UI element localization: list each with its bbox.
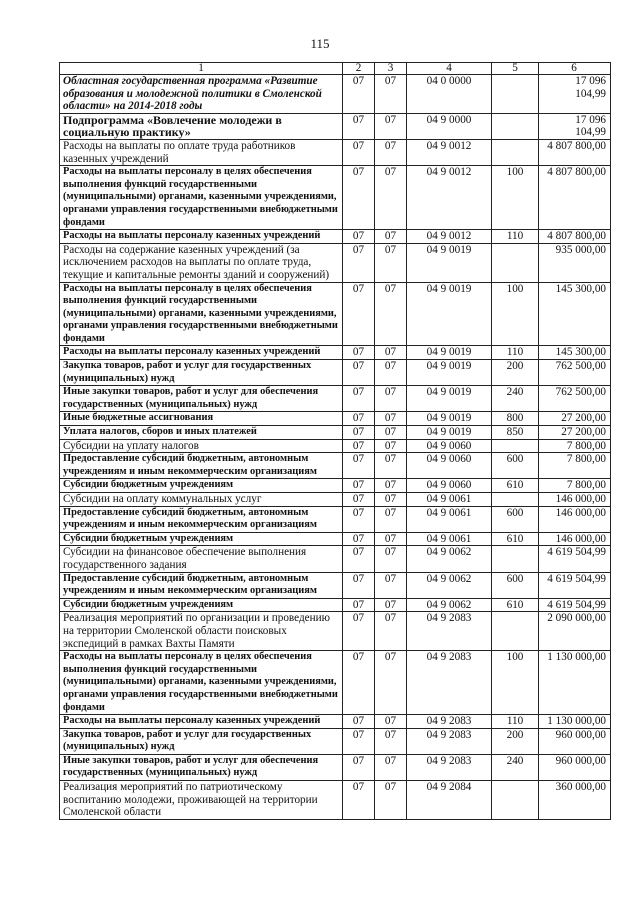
row-name-cell: Предоставление субсидий бюджетным, автономным учреждениям и иным некоммерческим организациям	[60, 506, 343, 532]
row-expense-type-cell	[492, 546, 539, 572]
budget-table	[59, 62, 611, 820]
table-row	[60, 728, 611, 754]
row-subsection-cell: 07	[375, 453, 407, 479]
row-target-code-cell: 04 9 0061	[407, 493, 492, 507]
row-amount-cell: 4 619 504,99	[539, 598, 611, 612]
row-section-cell: 07	[343, 360, 375, 386]
row-section-cell: 07	[343, 243, 375, 282]
row-expense-type-cell: 600	[492, 572, 539, 598]
table-row	[60, 230, 611, 244]
row-name-cell: Субсидии бюджетным учреждениям	[60, 598, 343, 612]
row-target-code-cell: 04 9 0019	[407, 412, 492, 426]
row-subsection-cell: 07	[375, 715, 407, 729]
row-name-cell: Предоставление субсидий бюджетным, автономным учреждениям и иным некоммерческим организациям	[60, 572, 343, 598]
row-section-cell: 07	[343, 412, 375, 426]
row-amount-cell: 4 619 504,99	[539, 546, 611, 572]
row-expense-type-cell	[492, 139, 539, 165]
table-row	[60, 243, 611, 282]
header-col-6: 6	[539, 63, 611, 75]
row-section-cell: 07	[343, 715, 375, 729]
row-name-cell: Иные бюджетные ассигнования	[60, 412, 343, 426]
row-name-cell: Реализация мероприятий по организации и проведению на территории Смоленской области поисковых экспедиций в рамках Вахты Памяти	[60, 612, 343, 651]
row-section-cell: 07	[343, 453, 375, 479]
row-amount-cell: 146 000,00	[539, 532, 611, 546]
row-name-cell: Подпрограмма «Вовлечение молодежи в социальную практику»	[60, 113, 343, 139]
row-expense-type-cell: 610	[492, 598, 539, 612]
row-name-cell: Субсидии бюджетным учреждениям	[60, 479, 343, 493]
row-expense-type-cell	[492, 612, 539, 651]
row-expense-type-cell	[492, 781, 539, 820]
row-expense-type-cell: 110	[492, 230, 539, 244]
row-subsection-cell: 07	[375, 166, 407, 230]
row-expense-type-cell: 110	[492, 715, 539, 729]
table-row	[60, 75, 611, 114]
table-row	[60, 282, 611, 346]
row-section-cell: 07	[343, 728, 375, 754]
row-name-cell: Закупка товаров, работ и услуг для государственных (муниципальных) нужд	[60, 360, 343, 386]
row-section-cell: 07	[343, 532, 375, 546]
row-section-cell: 07	[343, 546, 375, 572]
row-expense-type-cell: 200	[492, 728, 539, 754]
row-amount-cell: 2 090 000,00	[539, 612, 611, 651]
row-subsection-cell: 07	[375, 479, 407, 493]
row-section-cell: 07	[343, 572, 375, 598]
row-subsection-cell: 07	[375, 386, 407, 412]
row-name-cell: Уплата налогов, сборов и иных платежей	[60, 426, 343, 440]
row-amount-cell: 4 807 800,00	[539, 166, 611, 230]
row-amount-cell: 960 000,00	[539, 754, 611, 780]
row-target-code-cell: 04 9 0062	[407, 546, 492, 572]
row-section-cell: 07	[343, 230, 375, 244]
row-expense-type-cell: 240	[492, 754, 539, 780]
table-row	[60, 715, 611, 729]
row-amount-cell: 146 000,00	[539, 506, 611, 532]
row-target-code-cell: 04 9 0019	[407, 282, 492, 346]
table-row	[60, 754, 611, 780]
table-row	[60, 572, 611, 598]
table-row	[60, 439, 611, 453]
page-number: 115	[310, 36, 330, 51]
row-amount-cell: 4 807 800,00	[539, 230, 611, 244]
row-section-cell: 07	[343, 651, 375, 715]
row-subsection-cell: 07	[375, 230, 407, 244]
row-target-code-cell: 04 9 2083	[407, 612, 492, 651]
row-target-code-cell: 04 9 2083	[407, 728, 492, 754]
row-name-cell: Иные закупки товаров, работ и услуг для обеспечения государственных (муниципальных) нужд	[60, 386, 343, 412]
row-name-cell: Предоставление субсидий бюджетным, автономным учреждениям и иным некоммерческим организациям	[60, 453, 343, 479]
table-row	[60, 166, 611, 230]
row-name-cell: Расходы на выплаты персоналу казенных учреждений	[60, 715, 343, 729]
table-row	[60, 612, 611, 651]
row-name-cell: Субсидии на финансовое обеспечение выполнения государственного задания	[60, 546, 343, 572]
row-amount-cell: 146 000,00	[539, 493, 611, 507]
header-col-4: 4	[407, 63, 492, 75]
table-row	[60, 546, 611, 572]
row-section-cell: 07	[343, 426, 375, 440]
row-subsection-cell: 07	[375, 360, 407, 386]
table-row	[60, 426, 611, 440]
row-amount-cell: 7 800,00	[539, 453, 611, 479]
row-target-code-cell: 04 9 0019	[407, 243, 492, 282]
row-section-cell: 07	[343, 781, 375, 820]
row-subsection-cell: 07	[375, 546, 407, 572]
row-subsection-cell: 07	[375, 113, 407, 139]
table-row	[60, 651, 611, 715]
row-target-code-cell: 04 9 0019	[407, 386, 492, 412]
row-name-cell: Субсидии на оплату коммунальных услуг	[60, 493, 343, 507]
row-name-cell: Иные закупки товаров, работ и услуг для обеспечения государственных (муниципальных) нужд	[60, 754, 343, 780]
table-row	[60, 598, 611, 612]
table-row	[60, 346, 611, 360]
row-amount-cell: 4 807 800,00	[539, 139, 611, 165]
row-expense-type-cell: 100	[492, 282, 539, 346]
row-amount-cell: 17 096 104,99	[539, 75, 611, 114]
row-subsection-cell: 07	[375, 651, 407, 715]
header-col-3: 3	[375, 63, 407, 75]
row-amount-cell: 27 200,00	[539, 412, 611, 426]
row-target-code-cell: 04 9 0060	[407, 453, 492, 479]
row-expense-type-cell: 610	[492, 532, 539, 546]
row-subsection-cell: 07	[375, 426, 407, 440]
row-expense-type-cell: 240	[492, 386, 539, 412]
row-target-code-cell: 04 9 0062	[407, 598, 492, 612]
budget-table-body	[60, 63, 611, 820]
row-name-cell: Субсидии на уплату налогов	[60, 439, 343, 453]
row-amount-cell: 17 096 104,99	[539, 113, 611, 139]
row-target-code-cell: 04 9 0019	[407, 346, 492, 360]
row-amount-cell: 145 300,00	[539, 282, 611, 346]
row-section-cell: 07	[343, 598, 375, 612]
row-subsection-cell: 07	[375, 781, 407, 820]
row-target-code-cell: 04 9 2083	[407, 651, 492, 715]
row-amount-cell: 1 130 000,00	[539, 715, 611, 729]
row-section-cell: 07	[343, 439, 375, 453]
row-subsection-cell: 07	[375, 346, 407, 360]
row-target-code-cell: 04 9 2083	[407, 715, 492, 729]
row-amount-cell: 762 500,00	[539, 360, 611, 386]
row-target-code-cell: 04 9 0060	[407, 479, 492, 493]
row-target-code-cell: 04 9 0012	[407, 166, 492, 230]
row-section-cell: 07	[343, 493, 375, 507]
row-expense-type-cell: 100	[492, 651, 539, 715]
row-subsection-cell: 07	[375, 532, 407, 546]
row-amount-cell: 7 800,00	[539, 479, 611, 493]
row-name-cell: Расходы на выплаты персоналу в целях обеспечения выполнения функций государственными (муниципальными) органами, казенными учреждениями, органами управления государственными внебюджетными фондами	[60, 282, 343, 346]
table-row	[60, 360, 611, 386]
row-section-cell: 07	[343, 75, 375, 114]
header-col-1: 1	[60, 63, 343, 75]
row-target-code-cell: 04 9 0012	[407, 230, 492, 244]
row-expense-type-cell	[492, 75, 539, 114]
row-section-cell: 07	[343, 479, 375, 493]
row-target-code-cell: 04 9 0012	[407, 139, 492, 165]
row-name-cell: Расходы на выплаты персоналу казенных учреждений	[60, 230, 343, 244]
row-subsection-cell: 07	[375, 754, 407, 780]
table-row	[60, 412, 611, 426]
table-row	[60, 113, 611, 139]
row-expense-type-cell	[492, 493, 539, 507]
row-expense-type-cell: 610	[492, 479, 539, 493]
row-name-cell: Расходы на выплаты персоналу в целях обеспечения выполнения функций государственными (муниципальными) органами, казенными учреждениями, органами управления государственными внебюджетными фондами	[60, 166, 343, 230]
row-subsection-cell: 07	[375, 243, 407, 282]
header-col-2: 2	[343, 63, 375, 75]
row-subsection-cell: 07	[375, 506, 407, 532]
header-row	[60, 63, 611, 75]
row-subsection-cell: 07	[375, 728, 407, 754]
row-target-code-cell: 04 9 0000	[407, 113, 492, 139]
row-subsection-cell: 07	[375, 139, 407, 165]
row-name-cell: Расходы на выплаты по оплате труда работников казенных учреждений	[60, 139, 343, 165]
row-section-cell: 07	[343, 139, 375, 165]
row-expense-type-cell: 100	[492, 166, 539, 230]
row-subsection-cell: 07	[375, 412, 407, 426]
table-row	[60, 479, 611, 493]
row-expense-type-cell	[492, 113, 539, 139]
row-expense-type-cell: 850	[492, 426, 539, 440]
row-expense-type-cell: 600	[492, 506, 539, 532]
row-name-cell: Субсидии бюджетным учреждениям	[60, 532, 343, 546]
header-col-5: 5	[492, 63, 539, 75]
row-target-code-cell: 04 9 0019	[407, 360, 492, 386]
row-section-cell: 07	[343, 166, 375, 230]
row-name-cell: Расходы на выплаты персоналу в целях обеспечения выполнения функций государственными (муниципальными) органами, казенными учреждениями, органами управления государственными внебюджетными фондами	[60, 651, 343, 715]
row-expense-type-cell: 600	[492, 453, 539, 479]
row-expense-type-cell	[492, 243, 539, 282]
row-expense-type-cell: 800	[492, 412, 539, 426]
row-target-code-cell: 04 9 0061	[407, 532, 492, 546]
row-target-code-cell: 04 9 0062	[407, 572, 492, 598]
row-amount-cell: 935 000,00	[539, 243, 611, 282]
row-amount-cell: 762 500,00	[539, 386, 611, 412]
row-section-cell: 07	[343, 386, 375, 412]
row-subsection-cell: 07	[375, 75, 407, 114]
row-amount-cell: 145 300,00	[539, 346, 611, 360]
row-target-code-cell: 04 9 2084	[407, 781, 492, 820]
row-amount-cell: 27 200,00	[539, 426, 611, 440]
row-name-cell: Расходы на содержание казенных учреждений (за исключением расходов на выплаты по оплате труда, текущие и капитальные ремонты зданий и сооружений)	[60, 243, 343, 282]
row-subsection-cell: 07	[375, 282, 407, 346]
row-section-cell: 07	[343, 113, 375, 139]
row-target-code-cell: 04 9 0019	[407, 426, 492, 440]
row-target-code-cell: 04 9 0061	[407, 506, 492, 532]
table-row	[60, 781, 611, 820]
row-expense-type-cell	[492, 439, 539, 453]
table-row	[60, 139, 611, 165]
row-expense-type-cell: 110	[492, 346, 539, 360]
row-subsection-cell: 07	[375, 493, 407, 507]
row-subsection-cell: 07	[375, 439, 407, 453]
row-name-cell: Расходы на выплаты персоналу казенных учреждений	[60, 346, 343, 360]
row-name-cell: Закупка товаров, работ и услуг для государственных (муниципальных) нужд	[60, 728, 343, 754]
table-row	[60, 453, 611, 479]
row-expense-type-cell: 200	[492, 360, 539, 386]
table-row	[60, 493, 611, 507]
row-subsection-cell: 07	[375, 572, 407, 598]
row-subsection-cell: 07	[375, 598, 407, 612]
row-target-code-cell: 04 0 0000	[407, 75, 492, 114]
row-section-cell: 07	[343, 346, 375, 360]
table-row	[60, 506, 611, 532]
row-section-cell: 07	[343, 506, 375, 532]
row-amount-cell: 7 800,00	[539, 439, 611, 453]
row-amount-cell: 1 130 000,00	[539, 651, 611, 715]
table-row	[60, 532, 611, 546]
row-target-code-cell: 04 9 0060	[407, 439, 492, 453]
row-section-cell: 07	[343, 282, 375, 346]
row-name-cell: Реализация мероприятий по патриотическому воспитанию молодежи, проживающей на территории Смоленской области	[60, 781, 343, 820]
row-amount-cell: 4 619 504,99	[539, 572, 611, 598]
row-amount-cell: 360 000,00	[539, 781, 611, 820]
row-section-cell: 07	[343, 612, 375, 651]
table-row	[60, 386, 611, 412]
row-section-cell: 07	[343, 754, 375, 780]
row-name-cell: Областная государственная программа «Развитие образования и молодежной политики в Смоленской области» на 2014-2018 годы	[60, 75, 343, 114]
row-amount-cell: 960 000,00	[539, 728, 611, 754]
row-target-code-cell: 04 9 2083	[407, 754, 492, 780]
row-subsection-cell: 07	[375, 612, 407, 651]
